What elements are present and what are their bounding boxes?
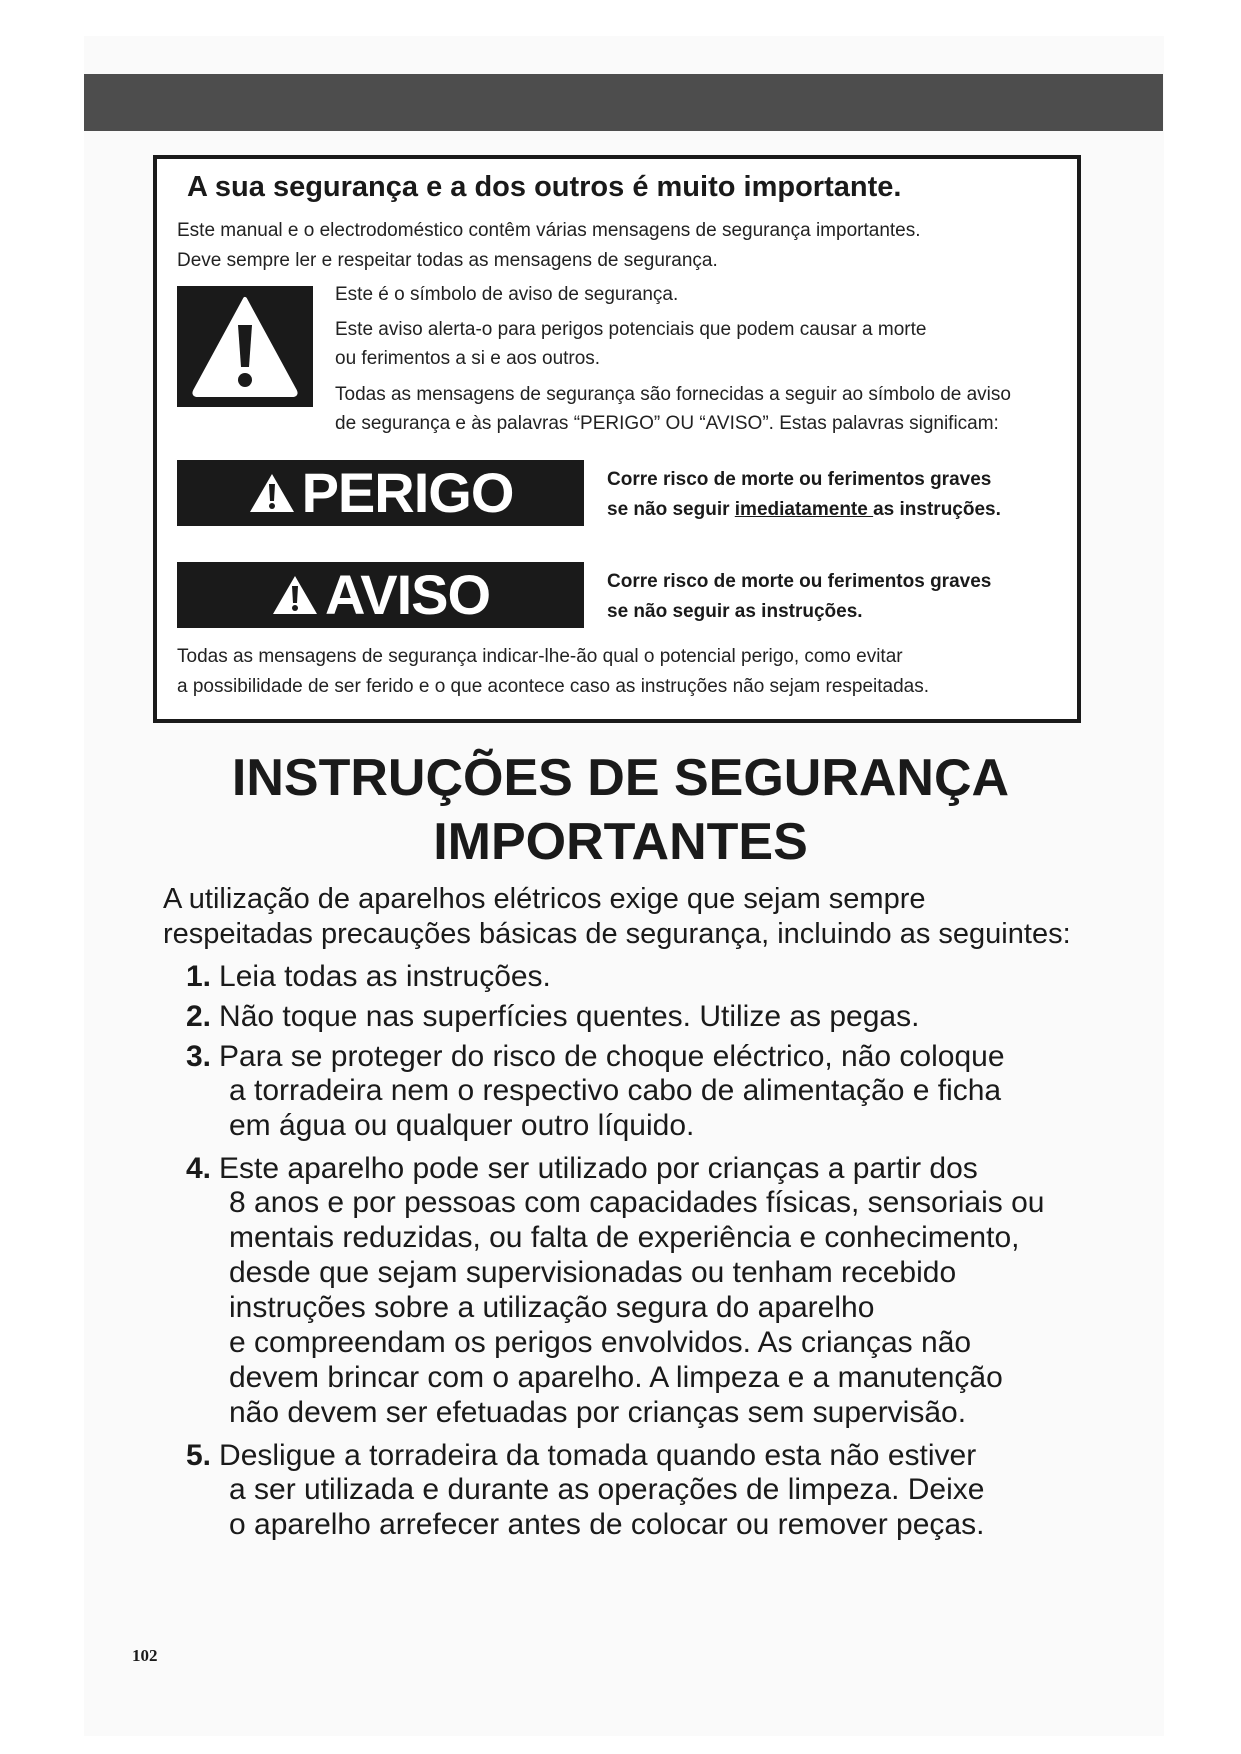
list-item xyxy=(186,1152,978,1186)
list-item-text: Não toque nas superfícies quentes. Utilize as pegas. xyxy=(219,1000,920,1033)
list-item xyxy=(186,960,551,994)
intro-paragraph-line: A utilização de aparelhos elétricos exige que sejam sempre xyxy=(163,883,926,915)
list-item-text: Este aparelho pode ser utilizado por crianças a partir dos xyxy=(219,1152,978,1185)
danger-word: PERIGO xyxy=(301,461,514,524)
symbol-description-line: ou ferimentos a si e aos outros. xyxy=(335,348,601,369)
page-title: INSTRUÇÕES DE SEGURANÇA xyxy=(231,749,1010,807)
list-item-continuation: devem brincar com o aparelho. A limpeza e a manutenção xyxy=(229,1361,1003,1394)
list-item-number: 3. xyxy=(186,1040,212,1073)
list-item xyxy=(186,1439,976,1473)
list-item-continuation: 8 anos e por pessoas com capacidades físicas, sensoriais ou xyxy=(229,1186,1045,1219)
warning-triangle-icon xyxy=(271,574,319,616)
list-item xyxy=(186,1000,919,1034)
symbol-description-line: Este aviso alerta-o para perigos potenciais que podem causar a morte xyxy=(335,319,927,340)
warning-word: AVISO xyxy=(324,563,491,626)
symbol-description-line: Este é o símbolo de aviso de segurança. xyxy=(335,284,679,305)
list-item-text: Para se proteger do risco de choque eléctrico, não coloque xyxy=(219,1040,1005,1073)
list-item-number: 2. xyxy=(186,1000,212,1033)
warning-description-line: se não seguir as instruções. xyxy=(607,601,863,622)
safety-intro-line: Este manual e o electrodoméstico contêm várias mensagens de segurança importantes. xyxy=(177,220,921,241)
safety-footer-line: a possibilidade de ser ferido e o que acontece caso as instruções não sejam respeitadas. xyxy=(177,676,930,697)
emphasis-underlined: imediatamente xyxy=(734,499,874,520)
safety-intro-line: Deve sempre ler e respeitar todas as mensagens de segurança. xyxy=(177,250,718,271)
list-item-continuation: mentais reduzidas, ou falta de experiência e conhecimento, xyxy=(229,1221,1020,1254)
list-item-continuation: a ser utilizada e durante as operações de limpeza. Deixe xyxy=(229,1473,985,1506)
safety-footer-line: Todas as mensagens de segurança indicar-lhe-ão qual o potencial perigo, como evitar xyxy=(177,646,903,667)
page-title: IMPORTANTES xyxy=(433,813,808,871)
list-item-continuation: o aparelho arrefecer antes de colocar ou remover peças. xyxy=(229,1508,985,1541)
list-item-text: Leia todas as instruções. xyxy=(219,960,551,993)
list-item-number: 1. xyxy=(186,960,212,993)
list-item xyxy=(186,1040,1005,1074)
symbol-description-line: Todas as mensagens de segurança são fornecidas a seguir ao símbolo de aviso xyxy=(335,384,1011,405)
list-item-text: Desligue a torradeira da tomada quando esta não estiver xyxy=(219,1439,977,1472)
list-item-continuation: em água ou qualquer outro líquido. xyxy=(229,1109,695,1142)
safety-alert-symbol xyxy=(177,286,313,407)
list-item-continuation: instruções sobre a utilização segura do aparelho xyxy=(229,1291,875,1324)
safety-box-title: A sua segurança e a dos outros é muito importante. xyxy=(187,171,902,203)
warning-description-line: Corre risco de morte ou ferimentos graves xyxy=(607,571,992,592)
list-item-continuation: a torradeira nem o respectivo cabo de alimentação e ficha xyxy=(229,1074,1002,1107)
warning-signal-banner xyxy=(177,562,584,628)
danger-description-line: se não seguir imediatamente as instruções. xyxy=(607,499,1001,520)
symbol-description-line: de segurança e às palavras “PERIGO” OU “AVISO”. Estas palavras significam: xyxy=(335,413,999,434)
warning-triangle-icon xyxy=(189,293,301,399)
page-number: 102 xyxy=(132,1646,158,1665)
list-item-number: 5. xyxy=(186,1439,212,1472)
list-item-continuation: não devem ser efetuadas por crianças sem supervisão. xyxy=(229,1396,967,1429)
danger-description-line: Corre risco de morte ou ferimentos graves xyxy=(607,469,992,490)
intro-paragraph-line: respeitadas precauções básicas de segurança, incluindo as seguintes: xyxy=(163,918,1071,950)
safety-message-box xyxy=(153,155,1081,723)
list-item-continuation: desde que sejam supervisionadas ou tenham recebido xyxy=(229,1256,957,1289)
danger-triangle-icon xyxy=(248,472,296,514)
list-item-continuation: e compreendam os perigos envolvidos. As crianças não xyxy=(229,1326,972,1359)
danger-signal-banner xyxy=(177,460,584,526)
list-item-number: 4. xyxy=(186,1152,212,1185)
header-bar xyxy=(84,74,1163,131)
